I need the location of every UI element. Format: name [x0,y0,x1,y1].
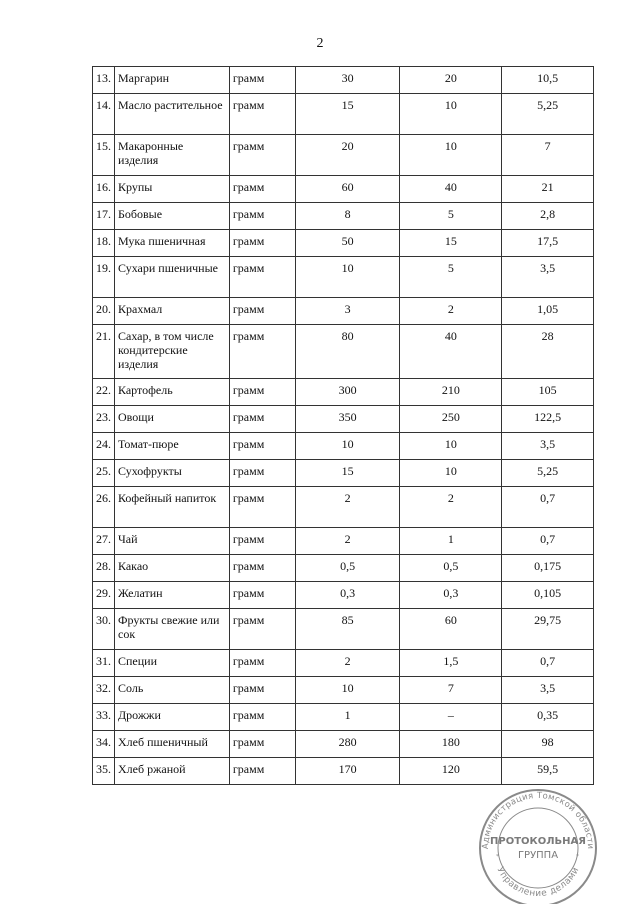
norm-value-3: 0,175 [502,555,594,582]
norm-value-1: 15 [295,460,400,487]
product-name: Желатин [115,582,230,609]
stamp-ring-bottom-text [495,866,582,899]
table-row [93,67,594,94]
norm-value-3: 59,5 [502,758,594,785]
norm-value-1: 0,5 [295,555,400,582]
table-row [93,257,594,298]
unit-of-measure: грамм [229,582,295,609]
norm-value-2: 60 [400,609,502,650]
row-number: 15. [93,135,115,176]
table-body [93,67,594,785]
table-row [93,325,594,379]
stamp-star-right: * [576,854,579,860]
product-name: Чай [115,528,230,555]
stamp-ring-top-textpath: Администрация Томской области [480,790,596,850]
norm-value-2: 1,5 [400,650,502,677]
product-name: Сухофрукты [115,460,230,487]
product-name: Мука пшеничная [115,230,230,257]
norm-value-3: 0,35 [502,704,594,731]
norm-value-3: 7 [502,135,594,176]
norm-value-2: 0,5 [400,555,502,582]
norm-value-3: 98 [502,731,594,758]
stamp-star-left: * [496,854,499,860]
norm-value-2: 7 [400,677,502,704]
product-name: Фрукты свежие или сок [115,609,230,650]
table-row [93,609,594,650]
page-number: 2 [316,36,324,51]
norm-value-2: 2 [400,298,502,325]
norm-value-3: 3,5 [502,433,594,460]
stamp-center-line1: ПРОТОКОЛЬНАЯ [490,836,586,847]
table-row [93,176,594,203]
unit-of-measure: грамм [229,67,295,94]
norm-value-1: 20 [295,135,400,176]
norm-value-3: 5,25 [502,460,594,487]
unit-of-measure: грамм [229,176,295,203]
unit-of-measure: грамм [229,609,295,650]
row-number: 24. [93,433,115,460]
stamp-rings [480,790,596,904]
norm-value-3: 17,5 [502,230,594,257]
norm-value-2: 5 [400,203,502,230]
row-number: 30. [93,609,115,650]
norm-value-3: 2,8 [502,203,594,230]
row-number: 26. [93,487,115,528]
norm-value-3: 28 [502,325,594,379]
norm-value-2: 15 [400,230,502,257]
food-norms-table [92,66,594,785]
product-name: Овощи [115,406,230,433]
table-row [93,704,594,731]
unit-of-measure: грамм [229,758,295,785]
stamp-ring-bottom-textpath: Управление делами [494,865,582,900]
table-row [93,677,594,704]
row-number: 22. [93,379,115,406]
norm-value-3: 10,5 [502,67,594,94]
row-number: 21. [93,325,115,379]
row-number: 29. [93,582,115,609]
norm-value-3: 0,7 [502,650,594,677]
norm-value-3: 0,105 [502,582,594,609]
row-number: 32. [93,677,115,704]
unit-of-measure: грамм [229,406,295,433]
norm-value-1: 1 [295,704,400,731]
table-row [93,460,594,487]
norm-value-1: 170 [295,758,400,785]
row-number: 25. [93,460,115,487]
table-row [93,94,594,135]
unit-of-measure: грамм [229,325,295,379]
unit-of-measure: грамм [229,487,295,528]
table-row [93,135,594,176]
unit-of-measure: грамм [229,555,295,582]
norm-value-2: 40 [400,325,502,379]
product-name: Хлеб пшеничный [115,731,230,758]
norm-value-3: 0,7 [502,487,594,528]
product-name: Кофейный напиток [115,487,230,528]
unit-of-measure: грамм [229,298,295,325]
product-name: Картофель [115,379,230,406]
table-row [93,555,594,582]
table-row [93,731,594,758]
unit-of-measure: грамм [229,704,295,731]
norm-value-3: 105 [502,379,594,406]
row-number: 34. [93,731,115,758]
norm-value-1: 10 [295,257,400,298]
norm-value-2: 0,3 [400,582,502,609]
norm-value-1: 60 [295,176,400,203]
unit-of-measure: грамм [229,230,295,257]
unit-of-measure: грамм [229,379,295,406]
unit-of-measure: грамм [229,203,295,230]
norm-value-1: 80 [295,325,400,379]
norm-value-2: 5 [400,257,502,298]
product-name: Крахмал [115,298,230,325]
product-name: Масло растительное [115,94,230,135]
product-name: Крупы [115,176,230,203]
norm-value-2: 210 [400,379,502,406]
row-number: 19. [93,257,115,298]
norm-value-1: 15 [295,94,400,135]
row-number: 13. [93,67,115,94]
unit-of-measure: грамм [229,731,295,758]
norm-value-1: 10 [295,677,400,704]
norm-value-2: 180 [400,731,502,758]
table-row [93,528,594,555]
unit-of-measure: грамм [229,460,295,487]
protocol-group-stamp [472,786,602,904]
norm-value-2: 250 [400,406,502,433]
norm-value-1: 2 [295,487,400,528]
product-name: Какао [115,555,230,582]
product-name: Хлеб ржаной [115,758,230,785]
norm-value-1: 50 [295,230,400,257]
norm-value-3: 0,7 [502,528,594,555]
norm-value-2: 40 [400,176,502,203]
unit-of-measure: грамм [229,135,295,176]
row-number: 18. [93,230,115,257]
norm-value-1: 3 [295,298,400,325]
row-number: 20. [93,298,115,325]
table-row [93,433,594,460]
norm-value-2: 20 [400,67,502,94]
product-name: Сахар, в том числе кондитерские изделия [115,325,230,379]
unit-of-measure: грамм [229,528,295,555]
norm-value-2: 10 [400,433,502,460]
norm-value-1: 280 [295,731,400,758]
norm-value-3: 1,05 [502,298,594,325]
product-name: Специи [115,650,230,677]
norm-value-1: 300 [295,379,400,406]
norm-value-1: 0,3 [295,582,400,609]
table-row [93,650,594,677]
norm-value-2: – [400,704,502,731]
unit-of-measure: грамм [229,677,295,704]
row-number: 28. [93,555,115,582]
norm-value-1: 8 [295,203,400,230]
norm-value-3: 122,5 [502,406,594,433]
unit-of-measure: грамм [229,650,295,677]
stamp-center-line2: ГРУППА [517,850,559,861]
unit-of-measure: грамм [229,433,295,460]
row-number: 27. [93,528,115,555]
row-number: 35. [93,758,115,785]
norm-value-1: 30 [295,67,400,94]
product-name: Бобовые [115,203,230,230]
norm-value-3: 5,25 [502,94,594,135]
norm-value-1: 350 [295,406,400,433]
table-row [93,298,594,325]
table-row [93,379,594,406]
norm-value-2: 120 [400,758,502,785]
norm-value-3: 29,75 [502,609,594,650]
table-row [93,406,594,433]
norm-value-2: 2 [400,487,502,528]
norm-value-2: 10 [400,94,502,135]
product-name: Маргарин [115,67,230,94]
unit-of-measure: грамм [229,257,295,298]
norm-value-1: 85 [295,609,400,650]
table-row [93,203,594,230]
row-number: 23. [93,406,115,433]
table-row [93,487,594,528]
product-name: Дрожжи [115,704,230,731]
norm-value-2: 10 [400,460,502,487]
table-row [93,582,594,609]
row-number: 33. [93,704,115,731]
row-number: 16. [93,176,115,203]
norm-value-3: 21 [502,176,594,203]
norm-value-3: 3,5 [502,677,594,704]
product-name: Томат-пюре [115,433,230,460]
norm-value-2: 10 [400,135,502,176]
norm-value-1: 10 [295,433,400,460]
product-name: Сухари пшеничные [115,257,230,298]
norm-value-3: 3,5 [502,257,594,298]
norm-value-1: 2 [295,528,400,555]
row-number: 31. [93,650,115,677]
product-name: Макаронные изделия [115,135,230,176]
product-name: Соль [115,677,230,704]
table-row [93,230,594,257]
unit-of-measure: грамм [229,94,295,135]
norm-value-1: 2 [295,650,400,677]
table-row [93,758,594,785]
row-number: 17. [93,203,115,230]
row-number: 14. [93,94,115,135]
norm-value-2: 1 [400,528,502,555]
